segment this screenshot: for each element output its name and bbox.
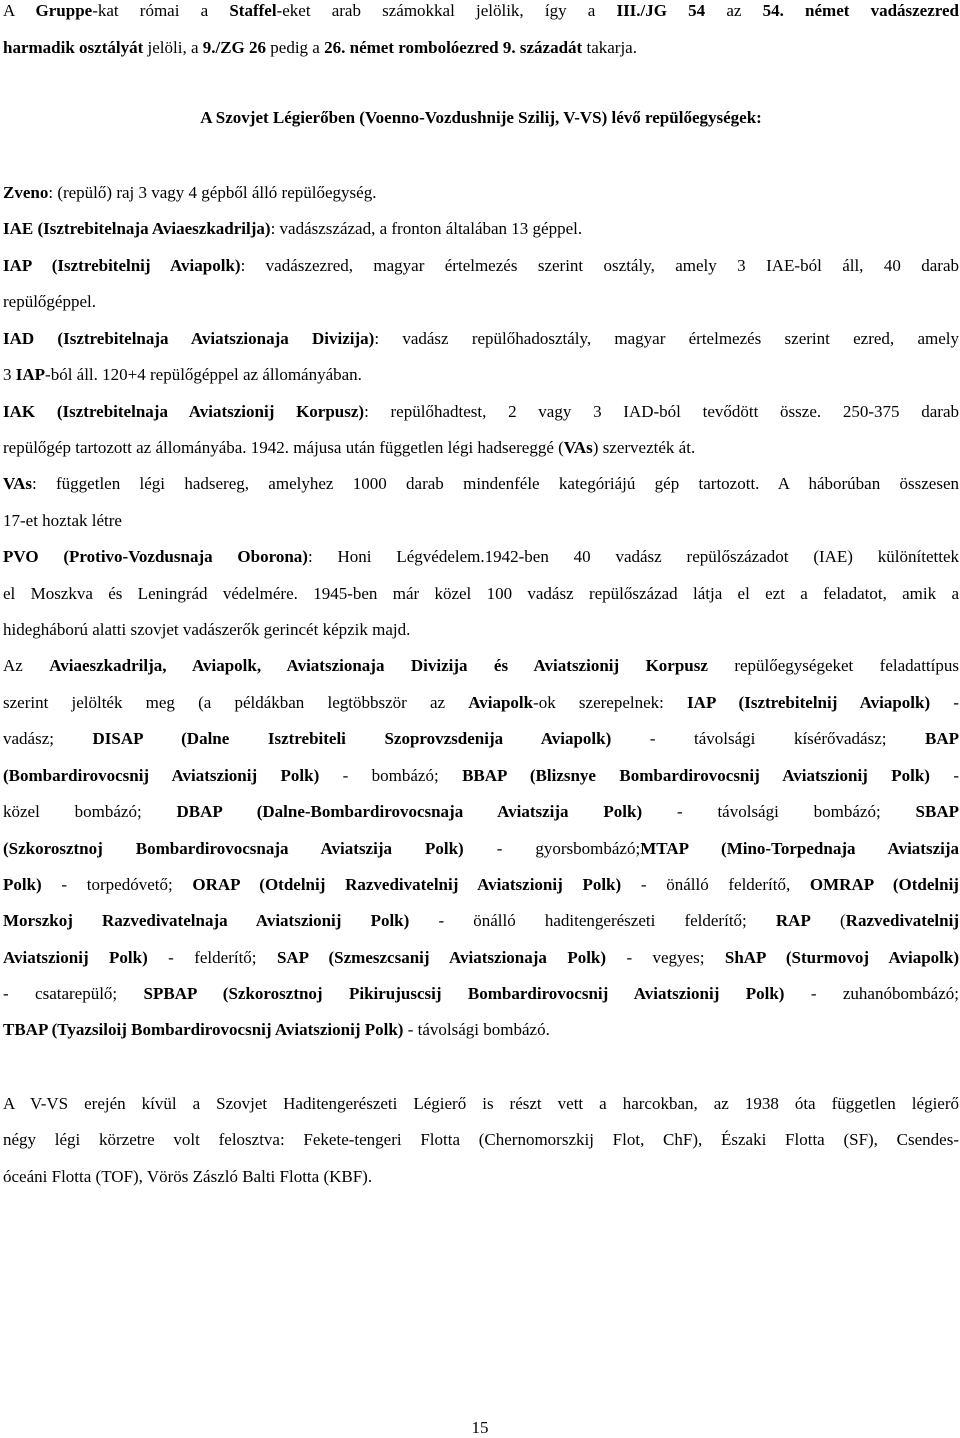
text-segment: - önálló felderítő, [621, 875, 810, 894]
bold-text-segment: Aviatszionij Polk) [3, 948, 148, 967]
definition-iae [3, 218, 582, 240]
bold-text-segment: IAP [15, 365, 46, 384]
text-segment: - felderítő; [147, 948, 277, 967]
definition-pvo-line-1 [3, 546, 959, 568]
bold-text-segment: VAs [563, 438, 593, 457]
bold-text-segment: ShAP (Sturmovoj Aviapolk) [724, 948, 959, 967]
text-segment: el Moszkva és Leningrád védelmére. 1945-ben már közel 100 vadász repülőszázad látja el ezt a feladatot, amik a [3, 584, 959, 603]
bold-text-segment: IAP (Isztrebitelnij Aviapolk) [3, 256, 241, 275]
definition-iak-line-1 [3, 401, 959, 423]
text-segment: A [3, 1, 36, 20]
text-segment: közel bombázó; [3, 802, 177, 821]
intro-line-1 [3, 0, 959, 22]
bold-text-segment: SPBAP (Szkorosztnoj Pikirujuscsij Bombardirovocsnij Aviatszionij Polk) [143, 984, 785, 1003]
intro-line-2 [3, 37, 637, 59]
text-segment: óceáni Flotta (TOF), Vörös Zászló Balti Flotta (KBF). [3, 1167, 373, 1186]
bold-text-segment: Gruppe [35, 1, 93, 20]
definition-iad-line-1 [3, 328, 959, 350]
bold-text-segment: VAs [3, 474, 32, 493]
bold-text-segment: Razvedivatelnij [845, 911, 959, 930]
text-segment: - csatarepülő; [3, 984, 144, 1003]
types-line-2 [3, 692, 959, 714]
bold-text-segment: ORAP (Otdelnij Razvedivatelnij Aviatszionij Polk) [192, 875, 622, 894]
bold-text-segment: PVO (Protivo-Vozdusnaja Oborona) [3, 547, 308, 566]
definition-iap-line-2 [3, 291, 96, 313]
bold-text-segment: BAP [925, 729, 960, 748]
text-segment: repülőegységeket feladattípus [707, 656, 959, 675]
bold-text-segment: Aviaeszkadrilja, Aviapolk, Aviatszionaja Divizija és Aviatszionij Korpusz [49, 656, 708, 675]
text-segment: - [930, 693, 959, 712]
text-segment: -ból áll. 120+4 repülőgéppel az állományában. [45, 365, 362, 384]
definition-iap-line-1 [3, 255, 959, 277]
section-heading [3, 107, 959, 129]
text-segment: repülőgép tartozott az állományába. 1942. májusa után független légi hadsereggé ( [3, 438, 564, 457]
text-segment: : vadászezred, magyar értelmezés szerint osztály, amely 3 IAE-ból áll, 40 darab [240, 256, 959, 275]
bold-text-segment: (Bombardirovocsnij Aviatszionij Polk) [3, 766, 320, 785]
text-segment: repülőgéppel. [3, 292, 96, 311]
types-line-11 [3, 1019, 550, 1041]
bold-text-segment: TBAP (Tyazsiloij Bombardirovocsnij Aviatszionij Polk) [3, 1020, 404, 1039]
bold-text-segment: IAE (Isztrebitelnaja Aviaeszkadrilja) [3, 219, 271, 238]
text-segment: : (repülő) raj 3 vagy 4 gépből álló repülőegység. [48, 183, 377, 202]
bold-text-segment: Morszkoj Razvedivatelnaja Aviatszionij Polk) [3, 911, 410, 930]
text-segment: - [929, 766, 959, 785]
definition-zveno [3, 182, 376, 204]
types-line-5 [3, 801, 959, 823]
bold-text-segment: RAP [775, 911, 811, 930]
text-segment: pedig a [266, 38, 325, 57]
definition-pvo-line-2 [3, 583, 959, 605]
bold-text-segment: BBAP (Blizsnye Bombardirovocsnij Aviatszionij Polk) [462, 766, 930, 785]
types-line-7 [3, 874, 959, 896]
text-segment: - torpedóvető; [41, 875, 193, 894]
definition-vas-line-2 [3, 510, 122, 532]
text-segment: -eket arab számokkal jelölik, így a [276, 1, 617, 20]
text-segment: A V-VS erején kívül a Szovjet Haditengerészeti Légierő is részt vett a harcokban, az 1938 óta független légierő [3, 1094, 959, 1113]
text-segment: Az [3, 656, 50, 675]
text-segment: hidegháború alatti szovjet vadászerők gerincét képzik majd. [3, 620, 411, 639]
bold-text-segment: Polk) [3, 875, 42, 894]
types-line-1 [3, 655, 959, 677]
bold-text-segment: Zveno [3, 183, 49, 202]
definition-iak-line-2 [3, 437, 695, 459]
text-segment: négy légi körzetre volt felosztva: Fekete-tengeri Flotta (Chernomorszkij Flot, ChF), Északi Flotta (SF), Csendes- [3, 1130, 959, 1149]
types-line-9 [3, 947, 959, 969]
text-segment: 3 [3, 365, 16, 384]
text-segment: - gyorsbombázó; [463, 839, 641, 858]
bold-text-segment: IAD (Isztrebitelnaja Aviatszionaja Divizija) [3, 329, 375, 348]
navy-line-1 [3, 1093, 959, 1115]
text-segment: - távolsági kísérővadász; [611, 729, 926, 748]
text-segment: - távolsági bombázó. [403, 1020, 550, 1039]
text-segment: az [705, 1, 763, 20]
page-number: 15 [471, 1418, 489, 1437]
bold-text-segment: IAP (Isztrebitelnij Aviapolk) [687, 693, 931, 712]
definition-vas-line-1 [3, 473, 959, 495]
types-line-6 [3, 838, 959, 860]
bold-text-segment: 54. német vadászezred [762, 1, 960, 20]
bold-text-segment: SBAP [915, 802, 960, 821]
text-segment: - távolsági bombázó; [642, 802, 916, 821]
bold-text-segment: SAP (Szmeszcsanij Aviatszionaja Polk) [276, 948, 607, 967]
navy-line-2 [3, 1129, 959, 1151]
types-line-8 [3, 910, 959, 932]
text-segment: vadász; [3, 729, 93, 748]
text-segment: 17-et hoztak létre [3, 511, 122, 530]
definition-iad-line-2 [3, 364, 362, 386]
text-segment: - zuhanóbombázó; [784, 984, 959, 1003]
bold-text-segment: IAK (Isztrebitelnaja Aviatszionij Korpusz) [3, 402, 365, 421]
text-segment: : független légi hadsereg, amelyhez 1000 darab mindenféle kategóriájú gép tartozott. A háborúban összesen [31, 474, 959, 493]
text-segment: ( [810, 911, 846, 930]
text-segment: - bombázó; [319, 766, 463, 785]
text-segment: jelöli, a [143, 38, 203, 57]
bold-text-segment: 26. német rombolóezred 9. századát [324, 38, 583, 57]
navy-line-3 [3, 1166, 372, 1188]
bold-text-segment: Aviapolk [468, 693, 534, 712]
text-segment: - önálló haditengerészeti felderítő; [409, 911, 776, 930]
bold-text-segment: Staffel [229, 1, 277, 20]
definition-pvo-line-3 [3, 619, 410, 641]
bold-text-segment: DBAP (Dalne-Bombardirovocsnaja Aviatszija Polk) [176, 802, 643, 821]
text-segment: - vegyes; [606, 948, 725, 967]
text-segment: szerint jelölték meg (a példákban legtöbbször az [3, 693, 469, 712]
text-segment: : vadász repülőhadosztály, magyar értelmezés szerint ezred, amely [374, 329, 959, 348]
bold-text-segment: A Szovjet Légierőben (Voenno-Vozdushnije Szilij, V-VS) lévő repülőegységek: [200, 108, 762, 127]
text-segment: takarja. [582, 38, 637, 57]
text-segment: : vadászszázad, a fronton általában 13 géppel. [270, 219, 583, 238]
text-segment: : Honi Légvédelem.1942-ben 40 vadász repülőszázadot (IAE) különítettek [307, 547, 959, 566]
types-line-3 [3, 728, 959, 750]
text-segment: : repülőhadtest, 2 vagy 3 IAD-ból tevődött össze. 250-375 darab [364, 402, 959, 421]
bold-text-segment: harmadik osztályát [3, 38, 144, 57]
bold-text-segment: 9./ZG 26 [202, 38, 267, 57]
types-line-10 [3, 983, 959, 1005]
text-segment: ) szervezték át. [592, 438, 696, 457]
bold-text-segment: (Szkorosztnoj Bombardirovocsnaja Aviatszija Polk) [3, 839, 464, 858]
bold-text-segment: DISAP (Dalne Isztrebiteli Szoprovzsdenija Aviapolk) [92, 729, 612, 748]
bold-text-segment: OMRAP (Otdelnij [809, 875, 959, 894]
text-segment: -kat római a [92, 1, 230, 20]
text-segment: -ok szerepelnek: [533, 693, 688, 712]
bold-text-segment: MTAP (Mino-Torpednaja Aviatszija [640, 839, 959, 858]
types-line-4 [3, 765, 959, 787]
bold-text-segment: III./JG 54 [616, 1, 706, 20]
